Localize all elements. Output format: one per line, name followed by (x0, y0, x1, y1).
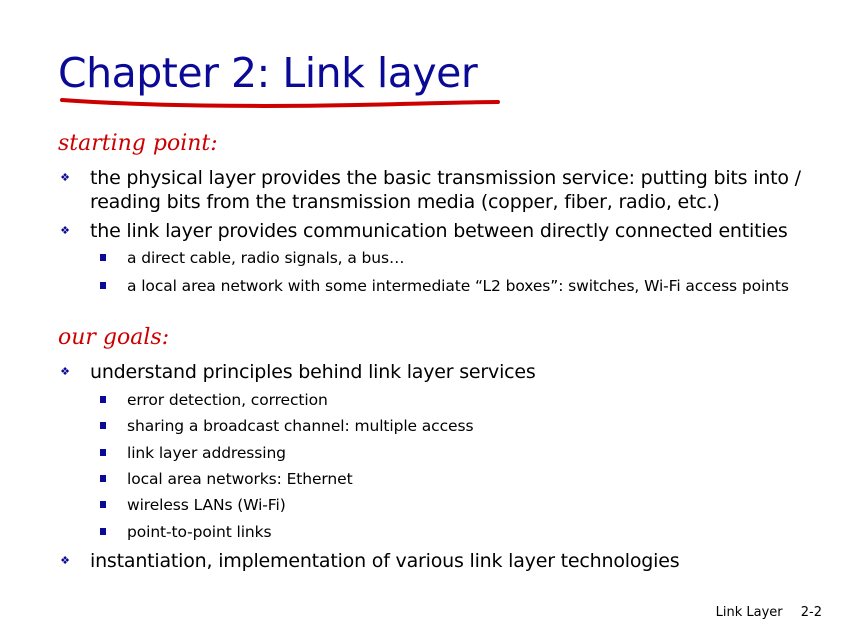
square-bullet-icon (100, 475, 106, 482)
subbullet-text: wireless LANs (Wi-Fi) (127, 496, 286, 514)
page-number: 2-2 (800, 605, 822, 620)
subbullet-text: error detection, correction (127, 391, 328, 409)
subbullet-wireless-lans (100, 495, 800, 515)
square-bullet-icon (100, 282, 106, 289)
subbullet-ethernet (100, 469, 800, 489)
bullet-text: the link layer provides communication between directly connected entities (90, 220, 788, 242)
footer-label: Link Layer (715, 605, 783, 620)
subbullet-text: point-to-point links (127, 523, 272, 541)
slide-title: Chapter 2: Link layer (58, 49, 478, 97)
bullet-text: understand principles behind link layer services (90, 361, 536, 383)
diamond-bullet-icon: ❖ (60, 171, 70, 184)
subbullet-link-layer-addressing (100, 443, 800, 463)
slide-footer (716, 604, 822, 622)
section-heading-starting-point: starting point: (58, 131, 218, 156)
diamond-bullet-icon: ❖ (60, 224, 70, 237)
subbullet-broadcast-channel (100, 416, 800, 436)
bullet-text: instantiation, implementation of various link layer technologies (90, 550, 680, 572)
square-bullet-icon (100, 449, 106, 456)
subbullet-text: link layer addressing (127, 444, 286, 462)
square-bullet-icon (100, 396, 106, 403)
bullet-understand-principles (58, 360, 818, 384)
subbullet-point-to-point (100, 522, 800, 542)
square-bullet-icon (100, 501, 106, 508)
subbullet-text: sharing a broadcast channel: multiple access (127, 417, 474, 435)
diamond-bullet-icon: ❖ (60, 554, 70, 567)
subbullet-text: a direct cable, radio signals, a bus… (127, 249, 405, 267)
bullet-text: the physical layer provides the basic transmission service: putting bits into / reading bits from the transmission media (copper, fiber, radio, etc.) (90, 167, 801, 213)
subbullet-text: a local area network with some intermediate “L2 boxes”: switches, Wi-Fi access points (127, 277, 789, 295)
bullet-physical-layer (58, 166, 818, 214)
square-bullet-icon (100, 528, 106, 535)
diamond-bullet-icon: ❖ (60, 365, 70, 378)
bullet-instantiation (58, 549, 818, 573)
title-underline (56, 90, 506, 114)
section-heading-our-goals: our goals: (58, 325, 170, 350)
bullet-link-layer (58, 219, 818, 243)
square-bullet-icon (100, 254, 106, 261)
title-underline-stroke (62, 100, 498, 106)
subbullet-error-detection (100, 390, 800, 410)
subbullet-local-area-network (100, 276, 800, 296)
subbullet-direct-cable (100, 248, 800, 268)
subbullet-text: local area networks: Ethernet (127, 470, 353, 488)
square-bullet-icon (100, 422, 106, 429)
